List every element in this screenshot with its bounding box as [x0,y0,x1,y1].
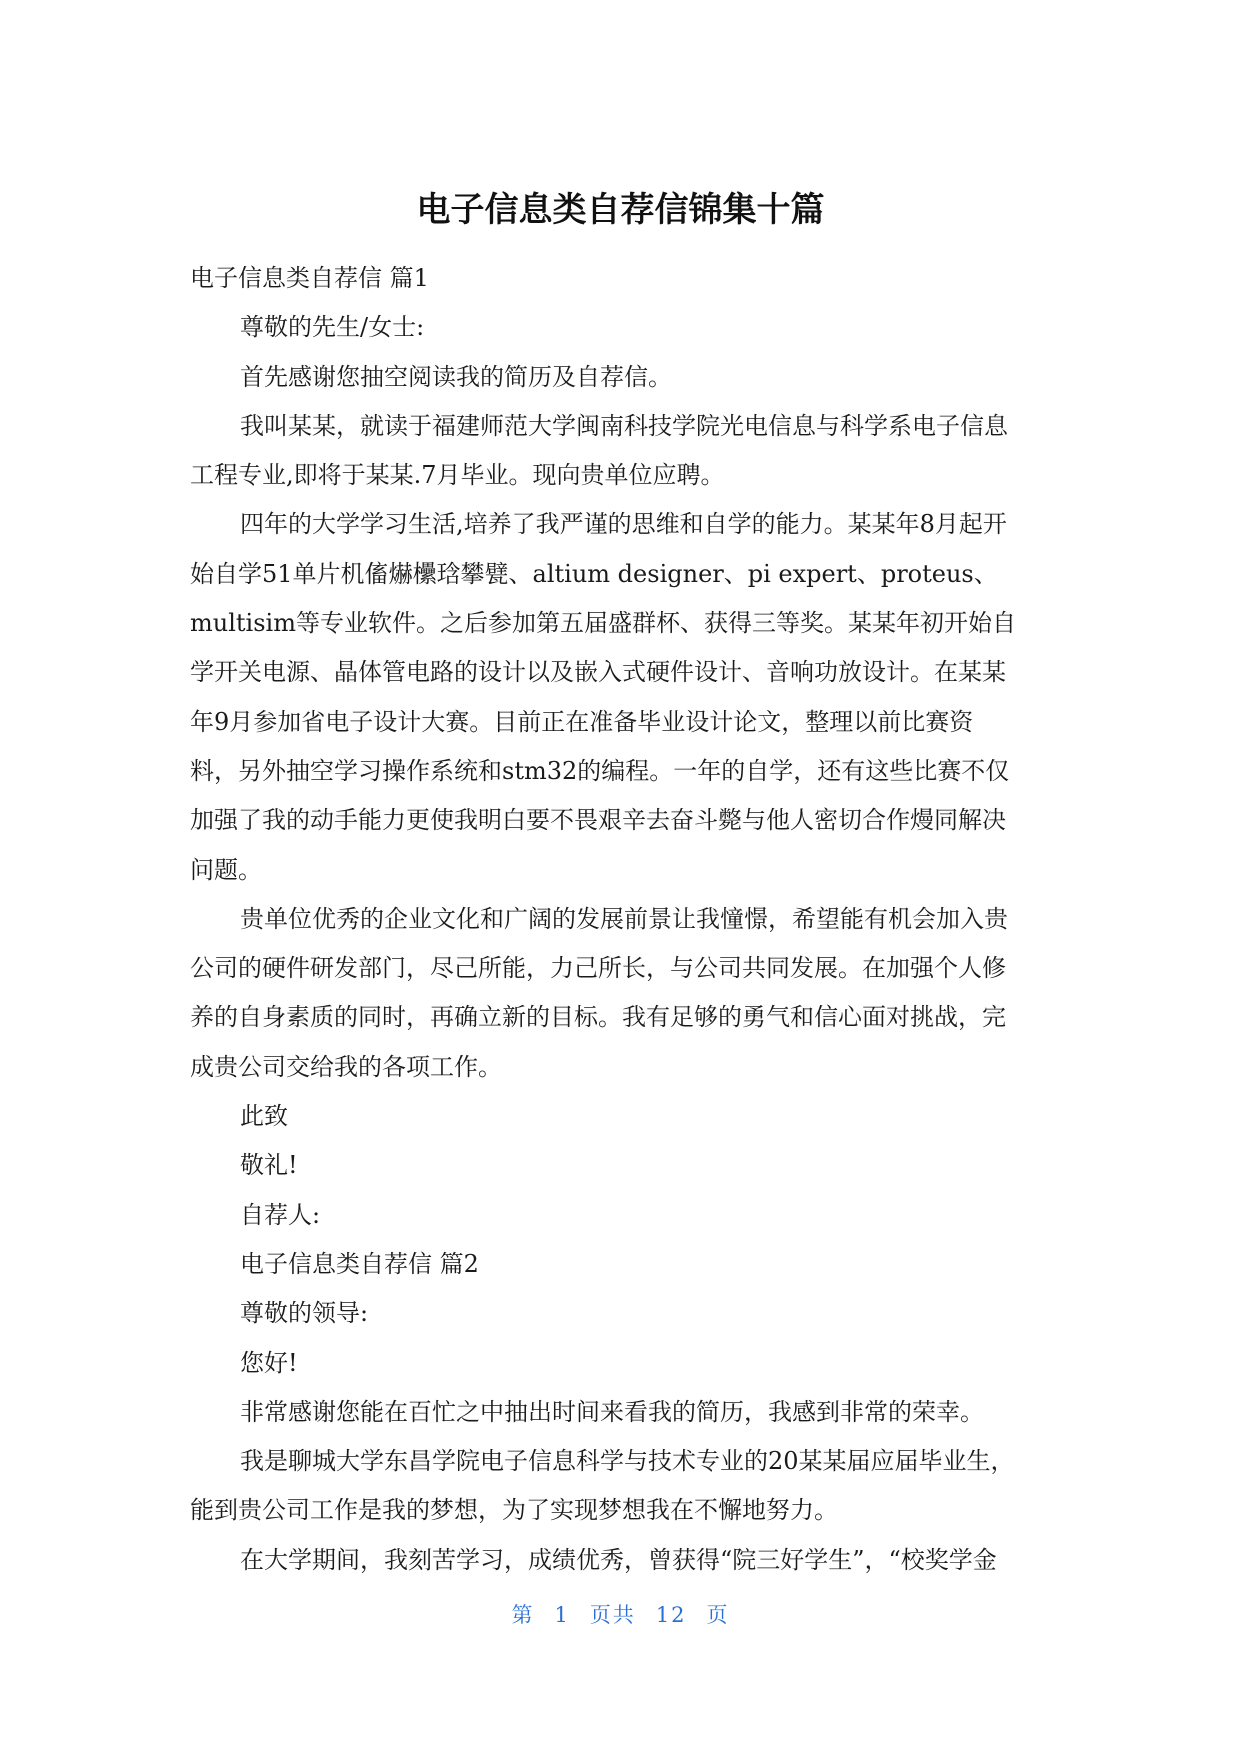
text-line: 工程专业,即将于某某.7月毕业。现向贵单位应聘。 [190,461,725,490]
text-line: 能到贵公司工作是我的梦想，为了实现梦想我在不懈地努力。 [190,1496,838,1525]
page-footer [0,1600,1241,1630]
text-line: 贵单位优秀的企业文化和广阔的发展前景让我憧憬，希望能有机会加入贵 [240,904,1008,933]
text-line: 您好! [240,1348,298,1377]
footer-current-page: 1 [554,1603,570,1627]
text-line: 在大学期间，我刻苦学习，成绩优秀，曾获得“院三好学生”，“校奖学金 [240,1545,997,1574]
text-line: 电子信息类自荐信 篇1 [190,264,429,292]
text-line: 我是聊城大学东昌学院电子信息科学与技术专业的20某某届应届毕业生， [240,1447,1015,1476]
text-line: 首先感谢您抽空阅读我的简历及自荐信。 [240,362,672,391]
text-line: 自荐人: [240,1200,321,1229]
footer-middle: 页共 [589,1603,636,1627]
text-line: 学开关电源、晶体管电路的设计以及嵌入式硬件设计、音响功放设计。在某某 [190,658,1006,687]
footer-suffix: 页 [706,1603,730,1627]
text-line: 成贵公司交给我的各项工作。 [190,1052,502,1081]
text-line: 尊敬的领导: [240,1299,369,1328]
document-body [190,254,1050,1585]
text-line: 四年的大学学习生活,培养了我严谨的思维和自学的能力。某某年8月起开 [240,510,1007,539]
text-line: 始自学51单片机傗爀欙琀攀甓、altium designer、pi expert、proteus、 [190,559,998,588]
document-title: 电子信息类自荐信锦集十篇 [416,190,825,230]
text-line: 我叫某某，就读于福建师范大学闽南科技学院光电信息与科学系电子信息 [240,411,1008,440]
text-line: 此致 [240,1102,288,1131]
text-line: 养的自身素质的同时，再确立新的目标。我有足够的勇气和信心面对挑战，完 [190,1003,1006,1032]
text-line: 敬礼! [240,1151,298,1180]
text-line: 公司的硬件研发部门，尽己所能，力己所长，与公司共同发展。在加强个人修 [190,954,1006,983]
footer-prefix: 第 [511,1603,535,1627]
text-line: 非常感谢您能在百忙之中抽出时间来看我的简历，我感到非常的荣幸。 [240,1397,984,1426]
footer-total-pages: 12 [655,1603,687,1627]
text-line: 问题。 [190,855,262,884]
text-line: 加强了我的动手能力更使我明白要不畏艰辛去奋斗斃与他人密切合作熳同解决 [190,806,1006,835]
text-line: 年9月参加省电子设计大赛。目前正在准备毕业设计论文，整理以前比赛资 [190,707,974,736]
text-line: 电子信息类自荐信 篇2 [240,1249,479,1278]
text-line: multisim等专业软件。之后参加第五届盛群杯、获得三等奖。某某年初开始自 [190,609,1016,638]
text-line: 尊敬的先生/女士: [240,313,425,342]
text-line: 料，另外抽空学习操作系统和stm32的编程。一年的自学，还有这些比赛不仅 [190,756,1010,785]
